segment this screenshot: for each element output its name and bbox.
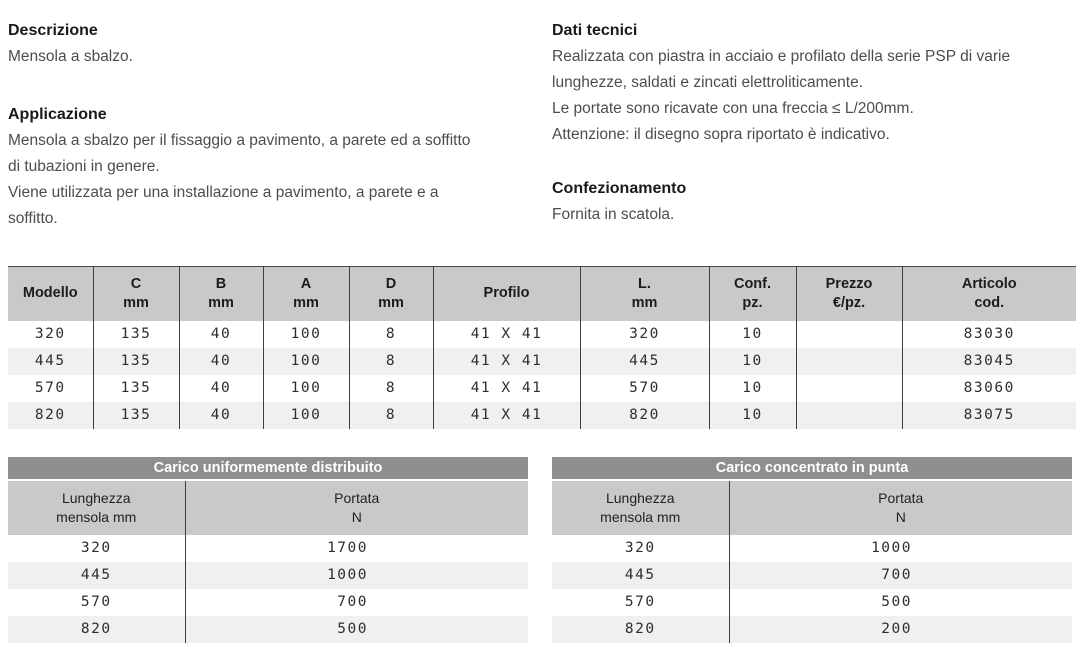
cell-d: 8 — [349, 348, 433, 375]
cell-profilo: 41 X 41 — [433, 375, 580, 402]
header-b-mm: B mm — [179, 267, 263, 321]
product-table — [8, 266, 1076, 429]
technical-line: Realizzata con piastra in acciaio e profilato della serie PSP di varie — [552, 48, 1011, 65]
table-row — [8, 321, 1076, 348]
table-row — [8, 616, 528, 643]
header-prezzo: Prezzo €/pz. — [796, 267, 902, 321]
cell-lunghezza: 570 — [8, 589, 185, 616]
load-grid-header-row — [552, 481, 1072, 535]
cell-profilo: 41 X 41 — [433, 348, 580, 375]
header-d-mm: D mm — [349, 267, 433, 321]
distributed-load-title: Carico uniformemente distribuito — [8, 457, 528, 479]
table-row — [8, 348, 1076, 375]
header-c-mm: C mm — [93, 267, 179, 321]
right-text-column — [552, 18, 1080, 232]
cell-a: 100 — [263, 321, 349, 348]
left-text-column — [8, 18, 536, 232]
description-heading: Descrizione — [8, 22, 98, 39]
header-profilo: Profilo — [433, 267, 580, 321]
product-table-header-row — [8, 267, 1076, 321]
cell-modello: 570 — [8, 375, 93, 402]
cell-d: 8 — [349, 375, 433, 402]
cell-prezzo — [796, 402, 902, 429]
cell-portata: 700 — [337, 594, 368, 610]
technical-heading: Dati tecnici — [552, 22, 638, 39]
cell-modello: 820 — [8, 402, 93, 429]
technical-line: Le portate sono ricavate con una freccia ≤ L/200mm. — [552, 100, 914, 117]
concentrated-load-table — [552, 457, 1072, 643]
cell-b: 40 — [179, 375, 263, 402]
packaging-heading: Confezionamento — [552, 180, 687, 197]
cell-portata: 1000 — [185, 562, 528, 589]
cell-b: 40 — [179, 402, 263, 429]
product-table-wrap — [8, 266, 1080, 429]
cell-c: 135 — [93, 321, 179, 348]
cell-c: 135 — [93, 375, 179, 402]
cell-portata: 700 — [729, 562, 1072, 589]
description-line: Mensola a sbalzo. — [8, 48, 133, 65]
cell-prezzo — [796, 321, 902, 348]
cell-modello: 320 — [8, 321, 93, 348]
cell-prezzo — [796, 348, 902, 375]
cell-prezzo — [796, 375, 902, 402]
technical-line: Attenzione: il disegno sopra riportato è indicativo. — [552, 126, 890, 143]
cell-d: 8 — [349, 402, 433, 429]
cell-articolo: 83075 — [902, 402, 1076, 429]
table-row — [8, 402, 1076, 429]
table-row — [552, 616, 1072, 643]
cell-c: 135 — [93, 348, 179, 375]
cell-c: 135 — [93, 402, 179, 429]
cell-lunghezza: 820 — [552, 616, 729, 643]
header-articolo: Articolo cod. — [902, 267, 1076, 321]
cell-conf: 10 — [709, 348, 796, 375]
cell-profilo: 41 X 41 — [433, 402, 580, 429]
header-portata: Portata N — [185, 481, 528, 535]
table-row — [8, 535, 528, 562]
cell-articolo: 83045 — [902, 348, 1076, 375]
application-line: Viene utilizzata per una installazione a pavimento, a parete e a — [8, 184, 439, 201]
table-row — [552, 562, 1072, 589]
top-text-section — [8, 18, 1080, 232]
cell-a: 100 — [263, 375, 349, 402]
cell-lunghezza: 320 — [8, 535, 185, 562]
cell-conf: 10 — [709, 321, 796, 348]
cell-conf: 10 — [709, 402, 796, 429]
cell-lunghezza: 820 — [8, 616, 185, 643]
cell-portata: 500 — [881, 594, 912, 610]
cell-a: 100 — [263, 402, 349, 429]
application-line: soffitto. — [8, 210, 58, 227]
header-conf-pz: Conf. pz. — [709, 267, 796, 321]
application-line: Mensola a sbalzo per il fissaggio a pavimento, a parete ed a soffitto — [8, 132, 471, 149]
distributed-load-grid — [8, 481, 528, 643]
cell-b: 40 — [179, 348, 263, 375]
cell-d: 8 — [349, 321, 433, 348]
cell-b: 40 — [179, 321, 263, 348]
header-modello: Modello — [8, 267, 93, 321]
table-row — [552, 589, 1072, 616]
table-row — [552, 535, 1072, 562]
cell-portata: 500 — [185, 616, 528, 643]
table-row — [8, 589, 528, 616]
packaging-line: Fornita in scatola. — [552, 206, 675, 223]
cell-l: 570 — [580, 375, 709, 402]
technical-line: lunghezze, saldati e zincati elettroliticamente. — [552, 74, 864, 91]
header-lunghezza: Lunghezza mensola mm — [8, 481, 185, 535]
application-line: di tubazioni in genere. — [8, 158, 160, 175]
cell-articolo: 83060 — [963, 380, 1015, 396]
table-row — [8, 375, 1076, 402]
cell-articolo: 83030 — [963, 326, 1015, 342]
cell-modello: 445 — [8, 348, 93, 375]
cell-lunghezza: 445 — [8, 562, 185, 589]
cell-l: 820 — [580, 402, 709, 429]
table-row — [8, 562, 528, 589]
cell-lunghezza: 445 — [552, 562, 729, 589]
load-grid-header-row — [8, 481, 528, 535]
concentrated-load-grid — [552, 481, 1072, 643]
cell-conf: 10 — [709, 375, 796, 402]
header-portata: Portata N — [729, 481, 1072, 535]
distributed-load-table — [8, 457, 528, 643]
application-heading: Applicazione — [8, 106, 107, 123]
cell-l: 320 — [580, 321, 709, 348]
cell-portata: 1000 — [871, 540, 912, 556]
header-lunghezza: Lunghezza mensola mm — [552, 481, 729, 535]
cell-portata: 1700 — [327, 540, 368, 556]
cell-profilo: 41 X 41 — [433, 321, 580, 348]
cell-lunghezza: 320 — [552, 535, 729, 562]
cell-portata: 200 — [729, 616, 1072, 643]
header-a-mm: A mm — [263, 267, 349, 321]
header-l-mm: L. mm — [580, 267, 709, 321]
load-tables-section — [8, 457, 1080, 643]
cell-l: 445 — [580, 348, 709, 375]
cell-lunghezza: 570 — [552, 589, 729, 616]
concentrated-load-title: Carico concentrato in punta — [552, 457, 1072, 479]
cell-a: 100 — [263, 348, 349, 375]
